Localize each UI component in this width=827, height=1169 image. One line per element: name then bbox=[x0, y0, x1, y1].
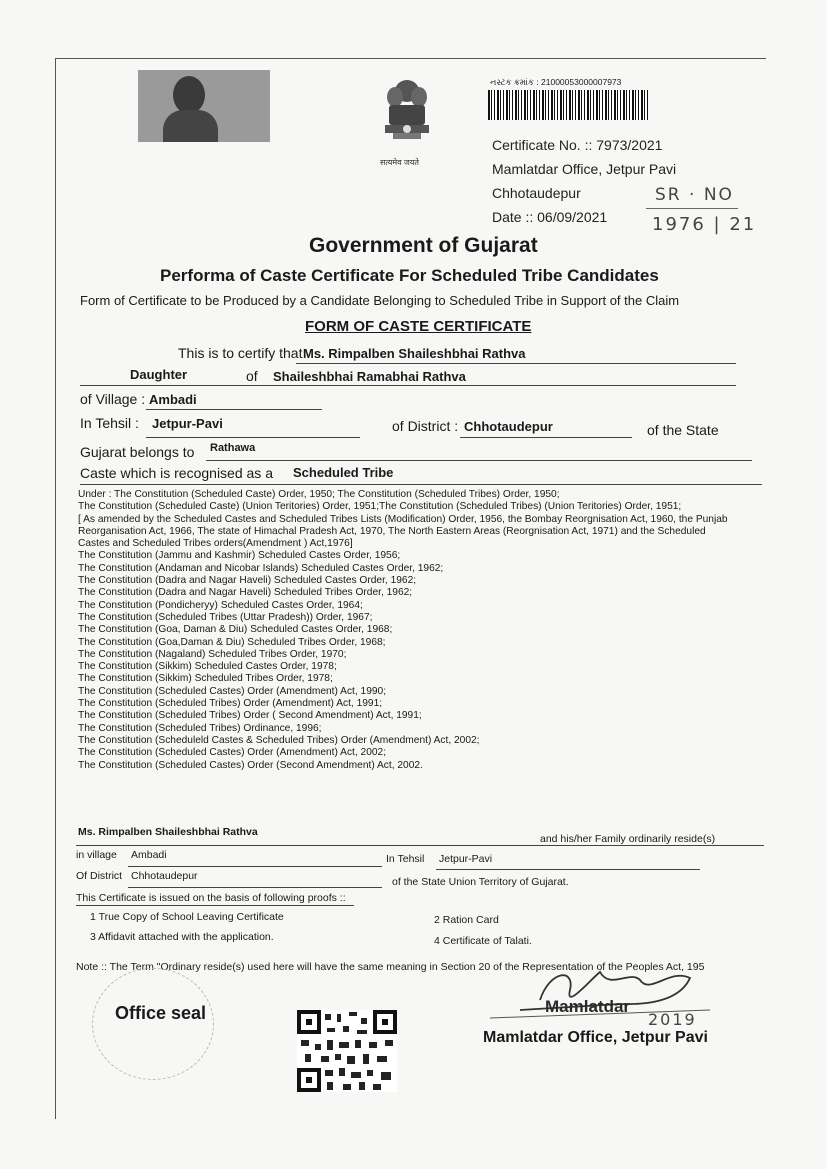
government-title: Government of Gujarat bbox=[309, 234, 538, 257]
order-line: The Constitution (Goa, Daman & Diu) Scheduled Castes Order, 1968; bbox=[78, 624, 393, 636]
order-line: The Constitution (Goa,Daman & Diu) Scheduled Tribes Order, 1968; bbox=[78, 636, 386, 648]
qr-code-icon bbox=[297, 1010, 397, 1092]
residence-village-label: in village bbox=[76, 849, 117, 861]
handwritten-sign-date: 2019 bbox=[648, 1010, 697, 1029]
order-line: The Constitution (Andaman and Nicobar Islands) Scheduled Castes Order, 1962; bbox=[78, 562, 444, 574]
issuing-office: Mamlatdar Office, Jetpur Pavi bbox=[492, 161, 677, 177]
order-line: The Constitution (Sikkim) Scheduled Tribes Order, 1978; bbox=[78, 673, 333, 685]
order-line: The Constitution (Scheduled Tribes) Ordinance, 1996; bbox=[78, 722, 322, 734]
order-line: The Constitution (Scheduled Castes) Order (Amendment) Act, 2002; bbox=[78, 747, 387, 759]
order-line: The Constitution (Scheduled Tribes (Uttar Pradesh)) Order, 1967; bbox=[78, 611, 373, 623]
tehsil-value: Jetpur-Pavi bbox=[152, 416, 223, 431]
emblem-motto: सत्यमेव जयते bbox=[380, 158, 419, 167]
handwritten-sr: SR · NO bbox=[655, 185, 734, 205]
proof-item: 1 True Copy of School Leaving Certificate bbox=[90, 911, 284, 923]
issuing-district: Chhotaudepur bbox=[492, 185, 581, 201]
residence-name: Ms. Rimpalben Shaileshbhai Rathva bbox=[78, 826, 258, 838]
residence-district-label: Of District bbox=[76, 870, 123, 882]
residence-village: Ambadi bbox=[131, 849, 167, 861]
signatory-office: Mamlatdar Office, Jetpur Pavi bbox=[483, 1029, 708, 1046]
gujarat-belongs-label: Gujarat belongs to bbox=[80, 444, 195, 460]
recognised-value: Scheduled Tribe bbox=[293, 465, 394, 480]
proof-item: 2 Ration Card bbox=[434, 914, 499, 926]
order-line: Under : The Constitution (Scheduled Caste) Order, 1950; The Constitution (Scheduled Tribes) Order, 1950; bbox=[78, 489, 560, 500]
order-line: The Constitution (Scheduled Castes) Order (Second Amendment) Act, 2002. bbox=[78, 759, 423, 771]
residence-district: Chhotaudepur bbox=[131, 870, 198, 882]
order-line: The Constitution (Pondicheryy) Scheduled Castes Order, 1964; bbox=[78, 599, 363, 611]
district-value: Chhotaudepur bbox=[464, 419, 553, 434]
order-line: [ As amended by the Scheduled Castes and Scheduled Tribes Lists (Modification) Order, 1956, the Bombay Reorgnisation Act, 1960, the Punjab Reorganisation Act, 1966, The state of Himachal Pradesh Act, 1970, The North Eastern Areas (Reorgnisation Act, 1971) and the Scheduled Castes and Scheduled Tribes orders(Amendment ) Act,1976] bbox=[78, 513, 728, 550]
order-line: The Constitution (Scheduleld Castes & Scheduled Tribes) Order (Amendment) Act, 2002; bbox=[78, 734, 480, 746]
village-value: Ambadi bbox=[149, 392, 197, 407]
residence-state: of the State Union Territory of Gujarat. bbox=[392, 876, 569, 888]
order-line: The Constitution (Dadra and Nagar Haveli) Scheduled Castes Order, 1962; bbox=[78, 575, 417, 587]
order-line: The Constitution (Sikkim) Scheduled Castes Order, 1978; bbox=[78, 661, 337, 673]
signatory-title: Mamlatdar bbox=[545, 997, 631, 1016]
district-label: of District : bbox=[392, 418, 459, 434]
barcode bbox=[488, 90, 648, 120]
relation-value: Daughter bbox=[130, 367, 188, 382]
order-line: The Constitution (Scheduled Tribes) Order ( Second Amendment) Act, 1991; bbox=[78, 710, 422, 722]
performa-title: Performa of Caste Certificate For Scheduled Tribe Candidates bbox=[160, 266, 659, 285]
certify-label: This is to certify that bbox=[178, 345, 303, 361]
issue-date: Date :: 06/09/2021 bbox=[492, 209, 608, 225]
handwritten-number: 1976 | 21 bbox=[652, 214, 757, 235]
form-title: FORM OF CASTE CERTIFICATE bbox=[305, 318, 532, 335]
order-line: The Constitution (Nagaland) Scheduled Tribes Order, 1970; bbox=[78, 648, 347, 660]
candidate-name: Ms. Rimpalben Shaileshbhai Rathva bbox=[303, 346, 526, 361]
proof-item: 4 Certificate of Talati. bbox=[434, 935, 532, 947]
of-label: of bbox=[246, 368, 258, 384]
certificate-number: Certificate No. :: 7973/2021 bbox=[492, 137, 663, 153]
orders-list bbox=[78, 489, 738, 772]
note-text: Note :: The Term "Ordinary reside(s) used here will have the same meaning in Section 20 of the Representation of the Peoples Act, 195 bbox=[76, 961, 705, 973]
reside-label: and his/her Family ordinarily reside(s) bbox=[540, 833, 716, 845]
order-line: The Constitution (Scheduled Caste) (Union Teritories) Order, 1951;The Constitution (Scheduled Tribes) (Union Teritories) Order, 1951; bbox=[78, 501, 682, 513]
candidate-photo bbox=[138, 70, 270, 142]
village-label: of Village : bbox=[80, 391, 146, 407]
state-label: of the State bbox=[647, 422, 719, 438]
order-line: The Constitution (Dadra and Nagar Haveli) Scheduled Tribes Order, 1962; bbox=[78, 587, 413, 599]
residence-tehsil-label: In Tehsil bbox=[386, 853, 425, 865]
recognised-label: Caste which is recognised as a bbox=[80, 465, 273, 481]
order-line: The Constitution (Jammu and Kashmir) Scheduled Castes Order, 1956; bbox=[78, 550, 401, 562]
barcode-caption: નસ્ટક ક્રમાંક : 21000053000007973 bbox=[490, 77, 622, 87]
order-line: The Constitution (Scheduled Tribes) Order (Amendment) Act, 1991; bbox=[78, 698, 383, 710]
office-seal-stamp bbox=[92, 968, 214, 1080]
caste-value: Rathawa bbox=[210, 442, 256, 454]
national-emblem-icon bbox=[375, 75, 439, 155]
order-line: The Constitution (Scheduled Castes) Order (Amendment) Act, 1990; bbox=[78, 685, 387, 697]
proofs-heading: This Certificate is issued on the basis of following proofs :: bbox=[76, 892, 346, 904]
office-seal-label: Office seal bbox=[115, 1003, 207, 1023]
tehsil-label: In Tehsil : bbox=[80, 415, 139, 431]
form-description: Form of Certificate to be Produced by a Candidate Belonging to Scheduled Tribe in Support of the Claim bbox=[80, 293, 680, 308]
proof-item: 3 Affidavit attached with the application. bbox=[90, 931, 274, 943]
residence-tehsil: Jetpur-Pavi bbox=[439, 853, 493, 865]
father-name: Shaileshbhai Ramabhai Rathva bbox=[273, 369, 466, 384]
